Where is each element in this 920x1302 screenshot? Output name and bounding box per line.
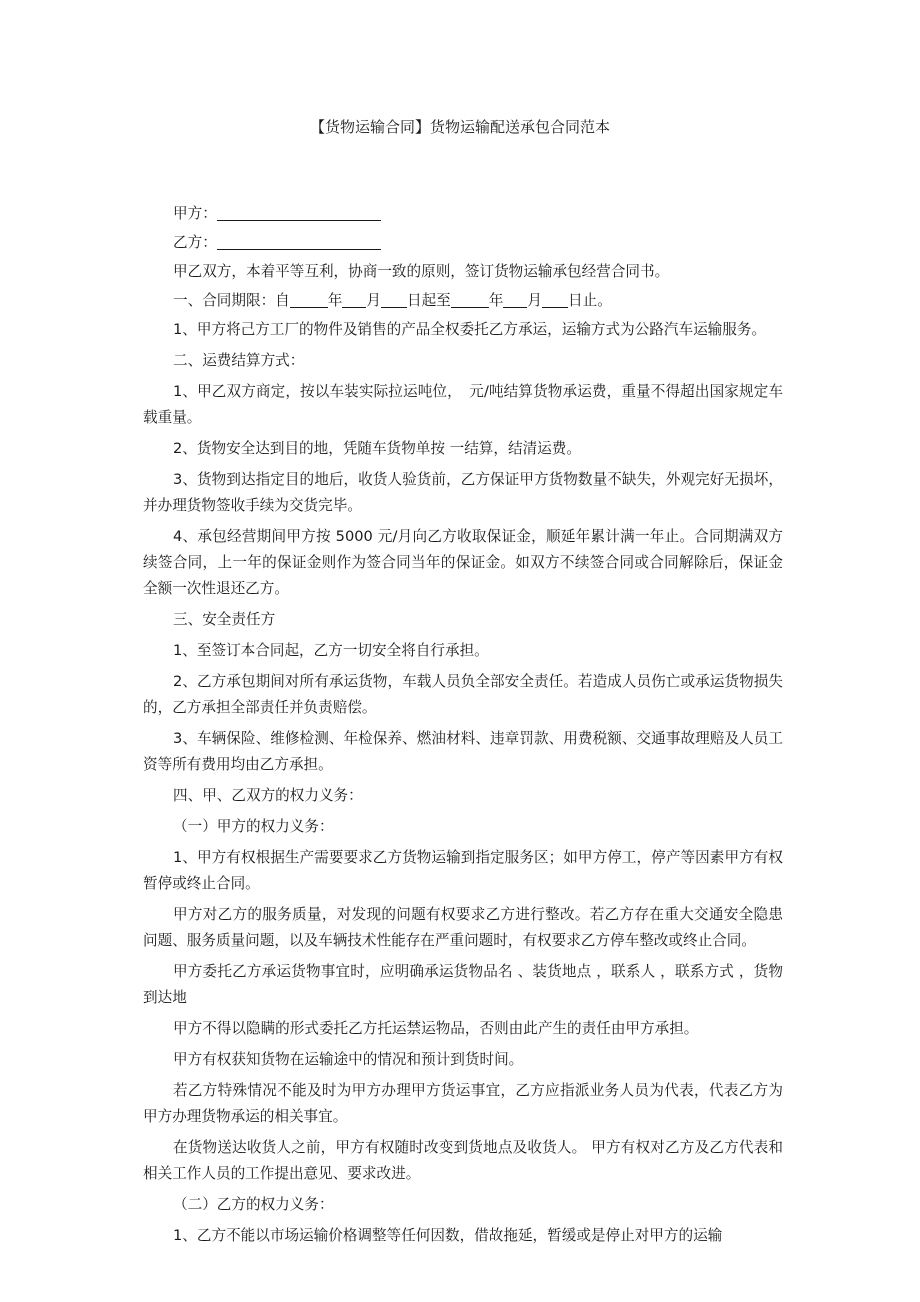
paragraph: 甲方不得以隐瞒的形式委托乙方托运禁运物品，否则由此产生的责任由甲方承担。 xyxy=(173,1020,699,1037)
party-b-blank xyxy=(217,232,381,250)
term-month1: 月 xyxy=(366,292,381,309)
paragraph: 1、至签订本合同起，乙方一切安全将自行承担。 xyxy=(173,642,489,659)
term-prefix: 一、合同期限：自 xyxy=(173,292,290,309)
paragraph: 甲方有权获知货物在运输途中的情况和预计到货时间。 xyxy=(173,1051,524,1068)
term-line xyxy=(143,288,783,314)
paragraph: 若乙方特殊情况不能及时为甲方办理甲方货运事宜，乙方应指派业务人员为代表，代表乙方为甲方办理货物承运的相关事宜。 xyxy=(143,1082,783,1125)
paragraph: 2、乙方承包期间对所有承运货物，车载人员负全部安全责任。若造成人员伤亡或承运货物损失的，乙方承担全部责任并负责赔偿。 xyxy=(143,673,783,716)
paragraph: 3、车辆保险、维修检测、年检保养、燃油材料、违章罚款、用费税额、交通事故理赔及人员工资等所有费用均由乙方承担。 xyxy=(143,730,783,773)
paragraph: 1、乙方不能以市场运输价格调整等任何因数，借故拖延，暂缓或是停止对甲方的运输 xyxy=(173,1227,723,1244)
party-a-label: 甲方： xyxy=(173,205,217,222)
paragraph: 3、货物到达指定目的地后，收货人验货前，乙方保证甲方货物数量不缺失，外观完好无损坏，并办理货物签收手续为交货完毕。 xyxy=(143,471,783,514)
subsection-heading: （二）乙方的权力义务： xyxy=(173,1196,334,1213)
party-b-line xyxy=(143,230,783,256)
document-body xyxy=(143,201,783,1254)
intro-paragraph: 甲乙双方，本着平等互利，协商一致的原则，签订货物运输承包经营合同书。 xyxy=(173,263,670,280)
paragraph: 1、甲方有权根据生产需要要求乙方货物运输到指定服务区；如甲方停工，停产等因素甲方有权暂停或终止合同。 xyxy=(143,849,783,892)
party-a-blank xyxy=(217,203,381,221)
paragraph: 在货物送达收货人之前，甲方有权随时改变到货地点及收货人。 甲方有权对乙方及乙方代表和相关工作人员的工作提出意见、要求改进。 xyxy=(143,1139,783,1182)
section-heading: 二、运费结算方式： xyxy=(173,352,305,369)
term-blank xyxy=(342,290,366,308)
paragraph: 甲方对乙方的服务质量，对发现的问题有权要求乙方进行整改。若乙方存在重大交通安全隐患问题、服务质量问题，以及车辆技术性能存在严重问题时，有权要求乙方停车整改或终止合同。 xyxy=(143,906,783,949)
term-day2: 日止。 xyxy=(568,292,612,309)
document-title: 【货物运输合同】货物运输配送承包合同范本 xyxy=(309,118,610,136)
paragraph: 1、甲方将己方工厂的物件及销售的产品全权委托乙方承运，运输方式为公路汽车运输服务。 xyxy=(173,321,767,338)
subsection-heading: （一）甲方的权力义务： xyxy=(173,818,334,835)
section-heading: 四、甲、乙双方的权力义务： xyxy=(173,787,363,804)
party-b-label: 乙方： xyxy=(173,234,217,251)
paragraph: 1、甲乙双方商定，按以车装实际拉运吨位， 元/吨结算货物承运费，重量不得超出国家规定车载重量。 xyxy=(143,383,783,426)
term-blank xyxy=(381,290,407,308)
section-heading: 三、安全责任方 xyxy=(173,611,276,628)
term-day1: 日起至 xyxy=(406,292,451,309)
paragraph: 2、货物安全达到目的地，凭随车货物单按 一结算，结清运费。 xyxy=(173,440,581,457)
term-blank xyxy=(503,290,527,308)
term-blank xyxy=(542,290,568,308)
term-blank xyxy=(290,290,328,308)
paragraph: 甲方委托乙方承运货物事宜时，应明确承运货物品名 、装货地点 ，联系人 ，联系方式 ，货物到达地 xyxy=(143,963,783,1006)
paragraph: 4、承包经营期间甲方按 5000 元/月向乙方收取保证金，顺延年累计满一年止。合同期满双方续签合同，上一年的保证金则作为签合同当年的保证金。如双方不续签合同或合同解除后，保证金全额一次性退还乙方。 xyxy=(143,528,783,597)
term-year2: 年 xyxy=(488,292,504,309)
term-blank xyxy=(451,290,489,308)
term-month2: 月 xyxy=(527,292,542,309)
party-a-line xyxy=(143,201,783,227)
term-year1: 年 xyxy=(327,292,343,309)
